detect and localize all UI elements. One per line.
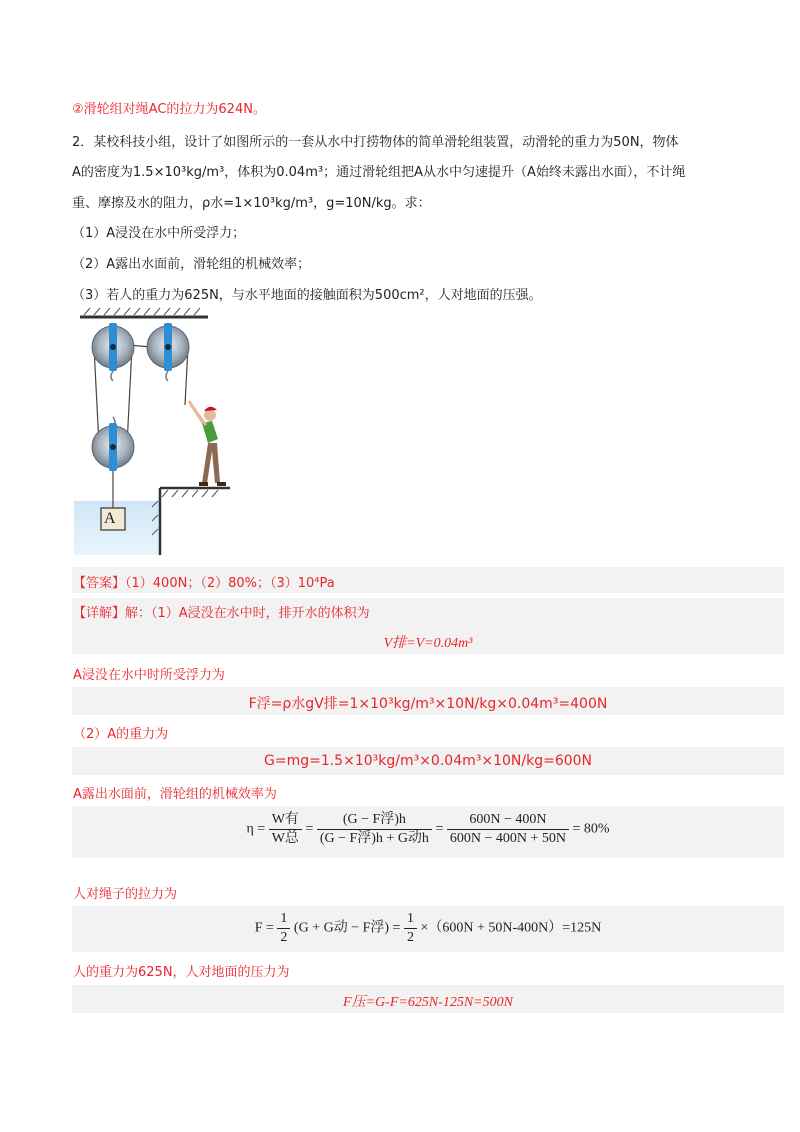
eq5-tail: ×（600N + 50N-400N）=125N — [420, 920, 602, 936]
step-weight: （2）A的重力为 — [73, 727, 169, 742]
eq5-frac-b: $\frac{1}{2}$ — [404, 910, 417, 947]
detail-row — [73, 602, 370, 621]
intro-line: ②滑轮组对绳AC的拉力为624N。 — [72, 102, 266, 117]
eq4-frac-1: $\frac{\text{W有}}{\text{W总}}$ — [269, 811, 302, 848]
detail-intro: 解：（1）A浸没在水中时，排开水的体积为 — [125, 606, 370, 621]
equation-5 — [72, 910, 784, 947]
problem-line-1: 2．某校科技小组，设计了如图所示的一套从水中打捞物体的简单滑轮组装置，动滑轮的重力为50N，物体 — [72, 135, 679, 150]
eq4-frac-2: $\frac{\text{(G − F浮)h}}{\text{(G − F浮)h + G动h}}$ — [317, 811, 432, 848]
question-1: （1）A浸没在水中所受浮力； — [72, 226, 246, 241]
step-pull: 人对绳子的拉力为 — [73, 887, 178, 902]
eq4-lhs: η = — [246, 821, 266, 837]
eq5-mid: (G + G动 − F浮) = — [293, 920, 401, 936]
pulley-figure — [72, 305, 237, 555]
equation-4: η = $\frac{\text{W有}}{\text{W总}}$ = $\frac{\text{(G − F浮)h}}{\text{(G − F浮)h + G动h}}$ = $\frac{600N - 400N}{600N - 400N + 50N}$ = 80% — [246, 812, 610, 846]
block-a-label: A — [104, 510, 116, 527]
eq4-result: = 80% — [572, 821, 610, 837]
question-2: （2）A露出水面前，滑轮组的机械效率； — [72, 257, 311, 272]
eq5-frac-a: $\frac{1}{2}$ — [277, 910, 290, 947]
eq4-frac-3: $\frac{600N - 400N}{600N - 400N + 50N}$ — [447, 811, 569, 848]
answer-row — [73, 572, 335, 591]
answer-text: （1）400N；（2）80%；（3）10⁴Pa — [125, 576, 335, 591]
question-3: （3）若人的重力为625N，与水平地面的接触面积为500cm²，人对地面的压强。 — [72, 288, 542, 303]
answer-label: 【答案】 — [73, 576, 126, 591]
problem-line-3: 重、摩擦及水的阻力，ρ水=1×10³kg/m³，g=10N/kg。求： — [72, 196, 431, 211]
equation-2: F浮=ρ水gV排=1×10³kg/m³×10N/kg×0.04m³=400N — [248, 696, 608, 712]
problem-line-2: A的密度为1.5×10³kg/m³，体积为0.04m³；通过滑轮组把A从水中匀速提升（A始终未露出水面），不计绳 — [72, 165, 686, 180]
detail-label: 【详解】 — [73, 606, 126, 621]
equation-1: V排=V=0.04m³ — [383, 636, 473, 651]
step-efficiency: A露出水面前，滑轮组的机械效率为 — [73, 787, 277, 802]
step-pressure-force: 人的重力为625N，人对地面的压力为 — [73, 965, 290, 980]
eq5-lhs: F = — [254, 920, 274, 936]
equation-6: F压=G-F=625N-125N=500N — [343, 995, 513, 1010]
step-buoyancy: A浸没在水中时所受浮力为 — [73, 668, 225, 683]
equation-3: G=mg=1.5×10³kg/m³×0.04m³×10N/kg=600N — [263, 753, 593, 769]
